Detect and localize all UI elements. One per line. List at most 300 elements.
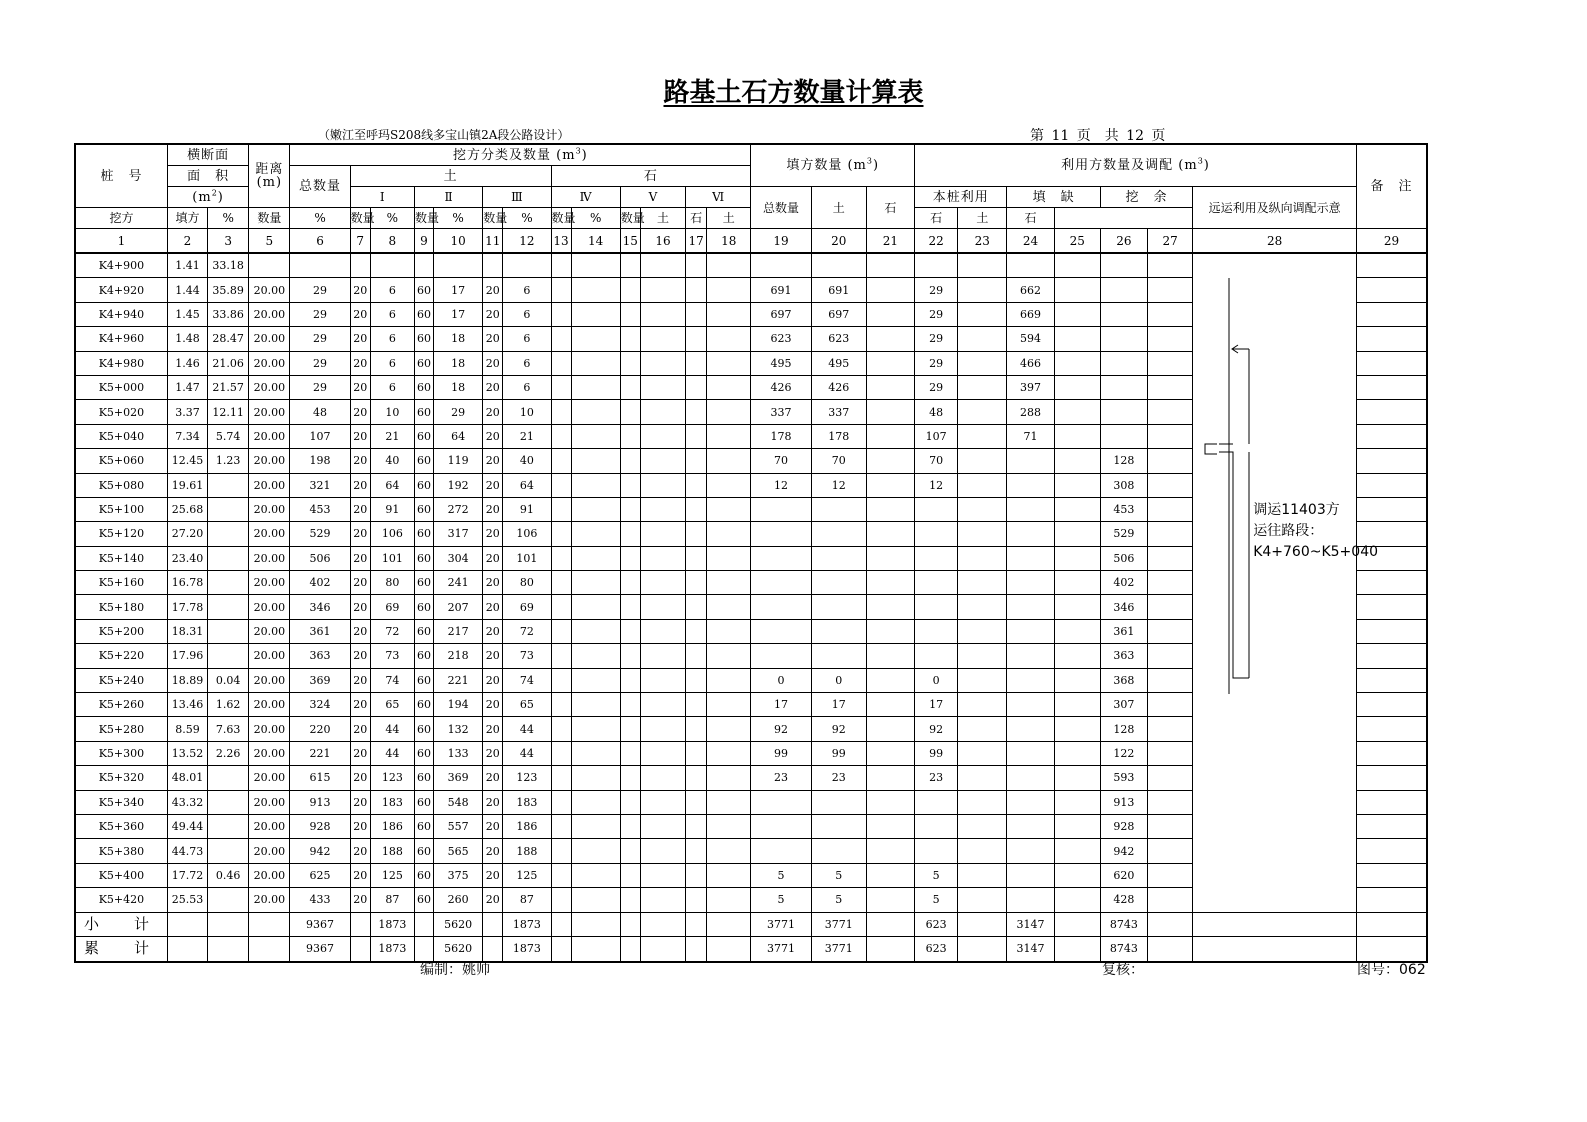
cell-dist: 20.00	[249, 839, 290, 863]
column-number: 7	[350, 229, 370, 254]
cell-q1: 40	[370, 449, 414, 473]
cell-cut: 17.72	[167, 863, 207, 887]
cell-empty	[620, 644, 640, 668]
cell-fill	[208, 888, 249, 912]
cell-lu	[915, 546, 958, 570]
cell-empty	[686, 400, 707, 424]
cell-empty	[958, 375, 1007, 399]
subtotal-row-q3: 1873	[503, 912, 551, 937]
cell-cut: 48.01	[167, 766, 207, 790]
cell-tot: 369	[290, 668, 350, 692]
header-distance: 距离 (m)	[249, 144, 290, 208]
column-number: 2	[167, 229, 207, 254]
cell-dist: 20.00	[249, 741, 290, 765]
cell-su: 128	[1100, 449, 1147, 473]
cell-empty	[707, 327, 751, 351]
cell-empty	[866, 327, 914, 351]
cell-empty	[958, 351, 1007, 375]
cell-tot: 29	[290, 302, 350, 326]
cell-empty	[958, 327, 1007, 351]
cell-tot: 346	[290, 595, 350, 619]
cell-empty	[620, 790, 640, 814]
cell-su: 913	[1100, 790, 1147, 814]
header-cut: 挖方	[75, 208, 167, 229]
cell-empty	[551, 473, 571, 497]
cell-sta: K4+940	[75, 302, 167, 326]
header-fill-soil: 土	[811, 187, 866, 229]
header-class-1: Ⅰ	[350, 187, 414, 208]
cell-empty	[686, 693, 707, 717]
cell-fill	[208, 497, 249, 521]
cell-ft: 178	[751, 424, 811, 448]
cell-q3: 73	[503, 644, 551, 668]
cell-empty	[707, 400, 751, 424]
cell-dist: 20.00	[249, 644, 290, 668]
cell-p1: 20	[350, 546, 370, 570]
cell-empty	[571, 741, 620, 765]
cell-fill	[208, 473, 249, 497]
cell-empty	[571, 424, 620, 448]
cell-empty	[1054, 351, 1100, 375]
cell-empty	[620, 863, 640, 887]
cell-empty	[551, 400, 571, 424]
cell-dist: 20.00	[249, 424, 290, 448]
cell-empty	[686, 790, 707, 814]
cell-empty	[620, 424, 640, 448]
header-pct: %	[434, 208, 483, 229]
cell-empty	[1054, 766, 1100, 790]
column-number: 6	[290, 229, 350, 254]
cell-sh: 662	[1007, 278, 1054, 302]
cell-tot: 942	[290, 839, 350, 863]
cell-empty	[1054, 302, 1100, 326]
cell-q3: 10	[503, 400, 551, 424]
cell-su: 453	[1100, 497, 1147, 521]
cell-su: 928	[1100, 814, 1147, 838]
cell-q1: 106	[370, 522, 414, 546]
cell-empty	[571, 278, 620, 302]
cell-empty	[958, 790, 1007, 814]
cell-q2: 548	[434, 790, 483, 814]
cell-dist: 20.00	[249, 619, 290, 643]
cell-empty	[866, 937, 914, 962]
cell-empty	[551, 888, 571, 912]
cell-fs	[811, 571, 866, 595]
cell-sta: K5+120	[75, 522, 167, 546]
cell-fill: 2.26	[208, 741, 249, 765]
cell-empty	[1148, 278, 1193, 302]
cell-p3: 20	[483, 863, 503, 887]
cell-empty	[620, 595, 640, 619]
cell-empty	[1054, 522, 1100, 546]
cell-empty	[958, 693, 1007, 717]
cell-sta: K5+300	[75, 741, 167, 765]
cell-empty	[958, 400, 1007, 424]
column-number: 11	[483, 229, 503, 254]
cell-p2: 60	[414, 278, 433, 302]
cell-q1: 10	[370, 400, 414, 424]
cell-empty	[686, 912, 707, 937]
cell-empty	[640, 400, 685, 424]
cell-empty	[707, 717, 751, 741]
cell-fill: 12.11	[208, 400, 249, 424]
cell-sta: K5+060	[75, 449, 167, 473]
cell-sh	[1007, 839, 1054, 863]
cell-empty	[551, 814, 571, 838]
cell-empty	[640, 863, 685, 887]
subtotal-row	[75, 912, 1427, 937]
cell-sta: K5+160	[75, 571, 167, 595]
cell-q2: 119	[434, 449, 483, 473]
cell-sh	[1007, 546, 1054, 570]
cell-dist: 20.00	[249, 497, 290, 521]
cell-empty	[1054, 375, 1100, 399]
cell-p1: 20	[350, 302, 370, 326]
header-class-5: Ⅴ	[620, 187, 685, 208]
cell-fs: 495	[811, 351, 866, 375]
cell-dist: 20.00	[249, 278, 290, 302]
cell-fs: 697	[811, 302, 866, 326]
cell-q3	[503, 253, 551, 278]
cell-sh	[1007, 814, 1054, 838]
cell-empty	[866, 522, 914, 546]
cell-tot: 324	[290, 693, 350, 717]
cell-empty	[551, 351, 571, 375]
cell-p2: 60	[414, 814, 433, 838]
cell-empty	[414, 912, 433, 937]
cell-empty	[551, 839, 571, 863]
cell-empty	[686, 766, 707, 790]
column-number: 19	[751, 229, 811, 254]
cell-tot: 198	[290, 449, 350, 473]
cell-tot	[290, 253, 350, 278]
cell-q3: 72	[503, 619, 551, 643]
cell-sh	[1007, 888, 1054, 912]
cell-empty	[866, 497, 914, 521]
cell-empty	[707, 302, 751, 326]
cell-remark	[1357, 522, 1428, 546]
cell-empty	[571, 619, 620, 643]
cell-empty	[1054, 327, 1100, 351]
cell-q2: 18	[434, 327, 483, 351]
cell-sh	[1007, 668, 1054, 692]
cell-sh	[1007, 717, 1054, 741]
cell-p3: 20	[483, 668, 503, 692]
cell-empty	[707, 644, 751, 668]
cell-q2: 17	[434, 278, 483, 302]
cell-fs	[811, 497, 866, 521]
cell-empty	[1054, 839, 1100, 863]
cell-p3: 20	[483, 693, 503, 717]
cell-fill	[208, 790, 249, 814]
cell-ft	[751, 644, 811, 668]
column-number: 29	[1357, 229, 1428, 254]
cell-empty	[1054, 937, 1100, 962]
cell-q2: 375	[434, 863, 483, 887]
cell-q3: 123	[503, 766, 551, 790]
cell-empty	[866, 839, 914, 863]
cell-su: 402	[1100, 571, 1147, 595]
cell-empty	[551, 522, 571, 546]
cell-fs: 0	[811, 668, 866, 692]
cell-empty	[551, 278, 571, 302]
cell-p2: 60	[414, 741, 433, 765]
cell-dist: 20.00	[249, 449, 290, 473]
cell-empty	[707, 595, 751, 619]
header-qty: 数量	[620, 208, 640, 229]
cell-empty	[1054, 717, 1100, 741]
cell-empty	[571, 571, 620, 595]
cell-cut: 25.68	[167, 497, 207, 521]
cell-q3: 6	[503, 375, 551, 399]
column-number: 20	[811, 229, 866, 254]
cell-fs: 99	[811, 741, 866, 765]
cell-cut: 43.32	[167, 790, 207, 814]
cell-fs: 426	[811, 375, 866, 399]
cell-remark	[1357, 327, 1428, 351]
cell-p3	[483, 253, 503, 278]
cell-cut: 49.44	[167, 814, 207, 838]
cell-empty	[167, 912, 207, 937]
cell-empty	[958, 814, 1007, 838]
cell-fs: 70	[811, 449, 866, 473]
subtotal-row-lu: 623	[915, 912, 958, 937]
cell-empty	[1148, 766, 1193, 790]
cell-cut: 13.52	[167, 741, 207, 765]
cell-su: 942	[1100, 839, 1147, 863]
cell-p3: 20	[483, 644, 503, 668]
cell-p1	[350, 253, 370, 278]
cell-lu	[915, 522, 958, 546]
cell-lu: 48	[915, 400, 958, 424]
cell-empty	[686, 717, 707, 741]
cell-empty	[866, 693, 914, 717]
cell-lu: 29	[915, 327, 958, 351]
cell-tot: 29	[290, 278, 350, 302]
cell-lu: 12	[915, 473, 958, 497]
cell-empty	[866, 424, 914, 448]
cell-q1: 123	[370, 766, 414, 790]
cell-p1: 20	[350, 863, 370, 887]
cell-su: 308	[1100, 473, 1147, 497]
cell-p1: 20	[350, 375, 370, 399]
subtotal-row-q2: 5620	[434, 912, 483, 937]
cell-sh	[1007, 253, 1054, 278]
cell-empty	[1148, 790, 1193, 814]
header-surplus-rock: 石	[1007, 208, 1054, 229]
cell-empty	[640, 497, 685, 521]
cell-p2: 60	[414, 571, 433, 595]
cell-ft: 691	[751, 278, 811, 302]
cell-empty	[707, 912, 751, 937]
cell-remark	[1357, 449, 1428, 473]
cell-empty	[686, 571, 707, 595]
cell-fs	[811, 253, 866, 278]
cell-lu: 17	[915, 693, 958, 717]
cell-ft	[751, 814, 811, 838]
header-area-unit: $(m^2)$	[167, 187, 248, 208]
cell-empty	[551, 717, 571, 741]
cell-empty	[640, 595, 685, 619]
cell-remark	[1357, 863, 1428, 887]
cell-p3: 20	[483, 790, 503, 814]
cell-q2: 369	[434, 766, 483, 790]
cell-empty	[571, 449, 620, 473]
cell-q1: 65	[370, 693, 414, 717]
cell-cut: 25.53	[167, 888, 207, 912]
cell-p3: 20	[483, 766, 503, 790]
column-number: 26	[1100, 229, 1147, 254]
cell-empty	[686, 595, 707, 619]
cell-fill: 28.47	[208, 327, 249, 351]
cell-empty	[551, 327, 571, 351]
cell-empty	[866, 912, 914, 937]
cell-empty	[620, 497, 640, 521]
cell-cut: 16.78	[167, 571, 207, 595]
cell-tot: 529	[290, 522, 350, 546]
cell-p2: 60	[414, 839, 433, 863]
cell-sta: K5+080	[75, 473, 167, 497]
cell-empty	[640, 619, 685, 643]
cell-p3: 20	[483, 839, 503, 863]
cell-empty	[620, 693, 640, 717]
cell-q2: 132	[434, 717, 483, 741]
cell-empty	[866, 253, 914, 278]
cell-empty	[958, 766, 1007, 790]
cell-q1: 186	[370, 814, 414, 838]
cell-empty	[551, 571, 571, 595]
cell-empty	[551, 668, 571, 692]
cell-fill: 1.23	[208, 449, 249, 473]
cell-empty	[707, 863, 751, 887]
cell-empty	[686, 937, 707, 962]
column-number: 3	[208, 229, 249, 254]
cell-empty	[1054, 253, 1100, 278]
cell-empty	[1054, 473, 1100, 497]
cell-empty	[551, 693, 571, 717]
cell-lu: 23	[915, 766, 958, 790]
cell-remark	[1357, 741, 1428, 765]
cell-q1: 64	[370, 473, 414, 497]
cell-p1: 20	[350, 839, 370, 863]
cell-empty	[686, 327, 707, 351]
cell-p2: 60	[414, 888, 433, 912]
cell-empty	[958, 278, 1007, 302]
cumulative-row-ft: 3771	[751, 937, 811, 962]
cell-empty	[866, 741, 914, 765]
cell-p2: 60	[414, 327, 433, 351]
cell-empty	[551, 375, 571, 399]
cell-cut: 18.89	[167, 668, 207, 692]
cell-q2: 218	[434, 644, 483, 668]
cell-dist: 20.00	[249, 888, 290, 912]
cell-empty	[571, 790, 620, 814]
cell-q1: 44	[370, 717, 414, 741]
cell-tot: 402	[290, 571, 350, 595]
cell-empty	[1054, 668, 1100, 692]
cell-empty	[1193, 912, 1357, 937]
cell-p3: 20	[483, 546, 503, 570]
cell-cut: 1.44	[167, 278, 207, 302]
cell-p3: 20	[483, 375, 503, 399]
cell-ft: 99	[751, 741, 811, 765]
cell-fill	[208, 839, 249, 863]
cell-ft: 426	[751, 375, 811, 399]
cell-empty	[620, 351, 640, 375]
cell-remark	[1357, 473, 1428, 497]
cell-p1: 20	[350, 473, 370, 497]
column-number: 21	[866, 229, 914, 254]
cell-p2: 60	[414, 473, 433, 497]
cell-p1: 20	[350, 278, 370, 302]
cell-empty	[686, 302, 707, 326]
cell-empty	[707, 814, 751, 838]
cell-p1: 20	[350, 741, 370, 765]
cumulative-row-su: 8743	[1100, 937, 1147, 962]
cell-fill	[208, 644, 249, 668]
cell-empty	[707, 449, 751, 473]
cell-ft	[751, 619, 811, 643]
cell-empty	[866, 717, 914, 741]
cell-empty	[551, 766, 571, 790]
header-remarks: 备 注	[1357, 144, 1428, 229]
column-number: 23	[958, 229, 1007, 254]
cell-empty	[958, 912, 1007, 937]
cell-fill: 5.74	[208, 424, 249, 448]
cell-p3: 20	[483, 449, 503, 473]
cell-empty	[707, 668, 751, 692]
cell-empty	[208, 912, 249, 937]
cell-p2: 60	[414, 693, 433, 717]
header-qty: 数量	[483, 208, 503, 229]
cell-empty	[620, 912, 640, 937]
cell-p3: 20	[483, 400, 503, 424]
cell-fill: 7.63	[208, 717, 249, 741]
cell-ft: 12	[751, 473, 811, 497]
cell-empty	[1148, 717, 1193, 741]
cell-sta: K5+140	[75, 546, 167, 570]
cell-empty	[1054, 278, 1100, 302]
cell-q2: 241	[434, 571, 483, 595]
cell-p2: 60	[414, 619, 433, 643]
cell-remark	[1357, 839, 1428, 863]
cell-empty	[686, 814, 707, 838]
subtotal-row-label: 小 计	[75, 912, 167, 937]
cell-p2: 60	[414, 375, 433, 399]
cell-empty	[958, 668, 1007, 692]
header-class-3: Ⅲ	[483, 187, 551, 208]
cell-lu	[915, 595, 958, 619]
cell-empty	[707, 375, 751, 399]
cell-q1: 87	[370, 888, 414, 912]
cell-sh: 466	[1007, 351, 1054, 375]
cell-q1: 91	[370, 497, 414, 521]
cell-q1: 69	[370, 595, 414, 619]
cell-empty	[551, 449, 571, 473]
cell-empty	[571, 912, 620, 937]
cumulative-row-fs: 3771	[811, 937, 866, 962]
cell-empty	[1148, 424, 1193, 448]
cell-tot: 29	[290, 375, 350, 399]
cell-empty	[350, 912, 370, 937]
cell-fill: 0.46	[208, 863, 249, 887]
cell-empty	[620, 278, 640, 302]
cell-empty	[686, 839, 707, 863]
cell-remark	[1357, 644, 1428, 668]
cell-tot: 615	[290, 766, 350, 790]
cell-empty	[958, 839, 1007, 863]
cell-q3: 101	[503, 546, 551, 570]
